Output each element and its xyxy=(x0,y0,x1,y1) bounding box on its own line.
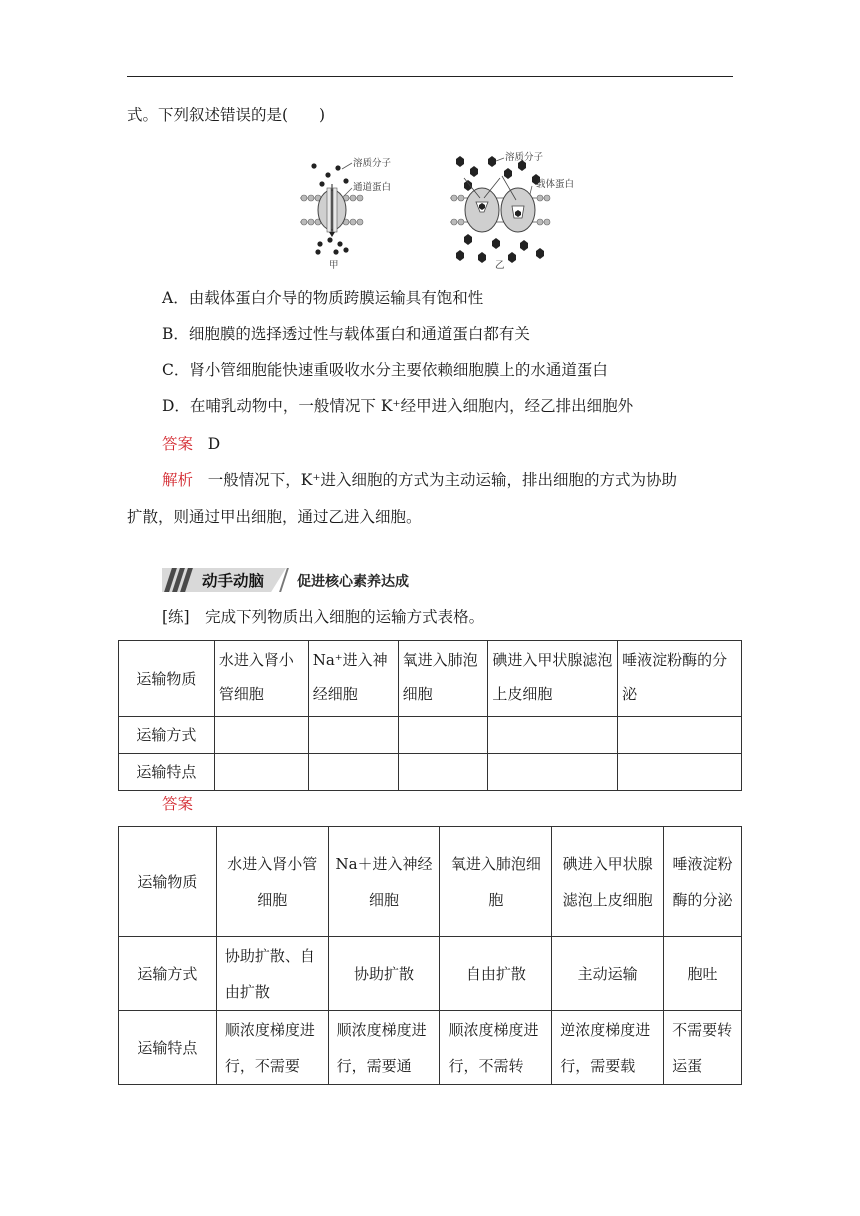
banner-stripes xyxy=(166,568,194,592)
transport-diagram xyxy=(296,140,596,280)
channel-protein-label: 通道蛋白 xyxy=(353,182,392,193)
header-water: 水进入肾小管细胞 xyxy=(216,827,328,937)
feature-water xyxy=(216,1011,328,1085)
figure-label-b: 乙 xyxy=(495,260,505,271)
header-oxygen: 氧进入肺泡细胞 xyxy=(440,827,552,937)
exercise-answer-label: 答案 xyxy=(162,795,194,813)
row-label-method: 运输方式 xyxy=(119,717,215,754)
blank-cell[interactable] xyxy=(398,754,488,791)
blank-cell[interactable] xyxy=(488,717,618,754)
option-c: C．肾小管细胞能快速重吸收水分主要依赖细胞膜上的水通道蛋白 xyxy=(162,361,608,379)
section-title: 动手动脑 xyxy=(202,572,265,590)
feature-amylase xyxy=(664,1011,742,1085)
feature-sodium xyxy=(328,1011,440,1085)
channel-diagram xyxy=(300,157,392,271)
feature-sodium-text: 顺浓度梯度进行，需要通 xyxy=(336,1020,427,1075)
row-label-method: 运输方式 xyxy=(119,937,217,1011)
feature-iodine-text: 逆浓度梯度进行，需要载 xyxy=(560,1020,651,1075)
answer-value: D xyxy=(207,435,221,453)
answer-label: 答案 xyxy=(162,435,194,453)
figure-label-a: 甲 xyxy=(329,260,339,271)
method-water: 协助扩散、自由扩散 xyxy=(216,937,328,1011)
blank-cell[interactable] xyxy=(214,754,308,791)
feature-oxygen-text: 顺浓度梯度进行，不需转 xyxy=(448,1020,539,1075)
table-row xyxy=(119,937,742,1011)
table-row xyxy=(119,827,742,937)
exercise-prompt: [练] 完成下列物质出入细胞的运输方式表格。 xyxy=(162,608,485,626)
method-oxygen: 自由扩散 xyxy=(440,937,552,1011)
header-rule xyxy=(127,76,733,77)
option-d: D．在哺乳动物中，一般情况下 K⁺经甲进入细胞内，经乙排出细胞外 xyxy=(162,397,634,415)
feature-oxygen xyxy=(440,1011,552,1085)
answer-transport-table xyxy=(118,826,742,1085)
solute-label-a: 溶质分子 xyxy=(353,158,392,169)
answer-line xyxy=(162,433,220,455)
header-amylase: 唾液淀粉酶的分泌 xyxy=(618,641,742,717)
solute-label-b: 溶质分子 xyxy=(505,152,544,163)
row-label-feature: 运输特点 xyxy=(119,1011,217,1085)
question-stem: 式。下列叙述错误的是( ) xyxy=(127,106,326,124)
carrier-diagram xyxy=(450,151,574,271)
table-row xyxy=(119,717,742,754)
header-sodium: Na⁺进入神经细胞 xyxy=(308,641,398,717)
table-row xyxy=(119,641,742,717)
header-sodium: Na＋进入神经细胞 xyxy=(328,827,440,937)
row-label-feature: 运输特点 xyxy=(119,754,215,791)
blank-cell[interactable] xyxy=(398,717,488,754)
header-oxygen: 氧进入肺泡细胞 xyxy=(398,641,488,717)
feature-amylase-text: 不需要转运蛋 xyxy=(672,1020,733,1075)
option-a: A．由载体蛋白介导的物质跨膜运输具有饱和性 xyxy=(162,289,484,307)
header-water: 水进入肾小管细胞 xyxy=(214,641,308,717)
blank-cell[interactable] xyxy=(308,717,398,754)
header-amylase: 唾液淀粉酶的分泌 xyxy=(664,827,742,937)
row-label-substance: 运输物质 xyxy=(119,827,217,937)
method-sodium: 协助扩散 xyxy=(328,937,440,1011)
membrane-transport-figure xyxy=(296,140,596,280)
header-iodine: 碘进入甲状腺滤泡上皮细胞 xyxy=(488,641,618,717)
method-amylase: 胞吐 xyxy=(664,937,742,1011)
method-iodine: 主动运输 xyxy=(552,937,664,1011)
table-row xyxy=(119,1011,742,1085)
analysis-label: 解析 xyxy=(162,471,194,489)
blank-cell[interactable] xyxy=(618,754,742,791)
analysis-line-1 xyxy=(162,469,677,491)
carrier-protein-label: 载体蛋白 xyxy=(536,179,575,190)
blank-transport-table xyxy=(118,640,742,791)
blank-cell[interactable] xyxy=(618,717,742,754)
option-b: B．细胞膜的选择透过性与载体蛋白和通道蛋白都有关 xyxy=(162,325,530,343)
table-row xyxy=(119,754,742,791)
feature-water-text: 顺浓度梯度进行，不需要 xyxy=(224,1020,315,1075)
analysis-text-1: 一般情况下，K⁺进入细胞的方式为主动运输，排出细胞的方式为协助 xyxy=(207,471,678,489)
blank-cell[interactable] xyxy=(214,717,308,754)
blank-cell[interactable] xyxy=(308,754,398,791)
feature-iodine xyxy=(552,1011,664,1085)
analysis-text-2: 扩散，则通过甲出细胞，通过乙进入细胞。 xyxy=(127,508,422,526)
section-subtitle: 促进核心素养达成 xyxy=(297,574,409,590)
row-label-substance: 运输物质 xyxy=(119,641,215,717)
header-iodine: 碘进入甲状腺滤泡上皮细胞 xyxy=(552,827,664,937)
blank-cell[interactable] xyxy=(488,754,618,791)
